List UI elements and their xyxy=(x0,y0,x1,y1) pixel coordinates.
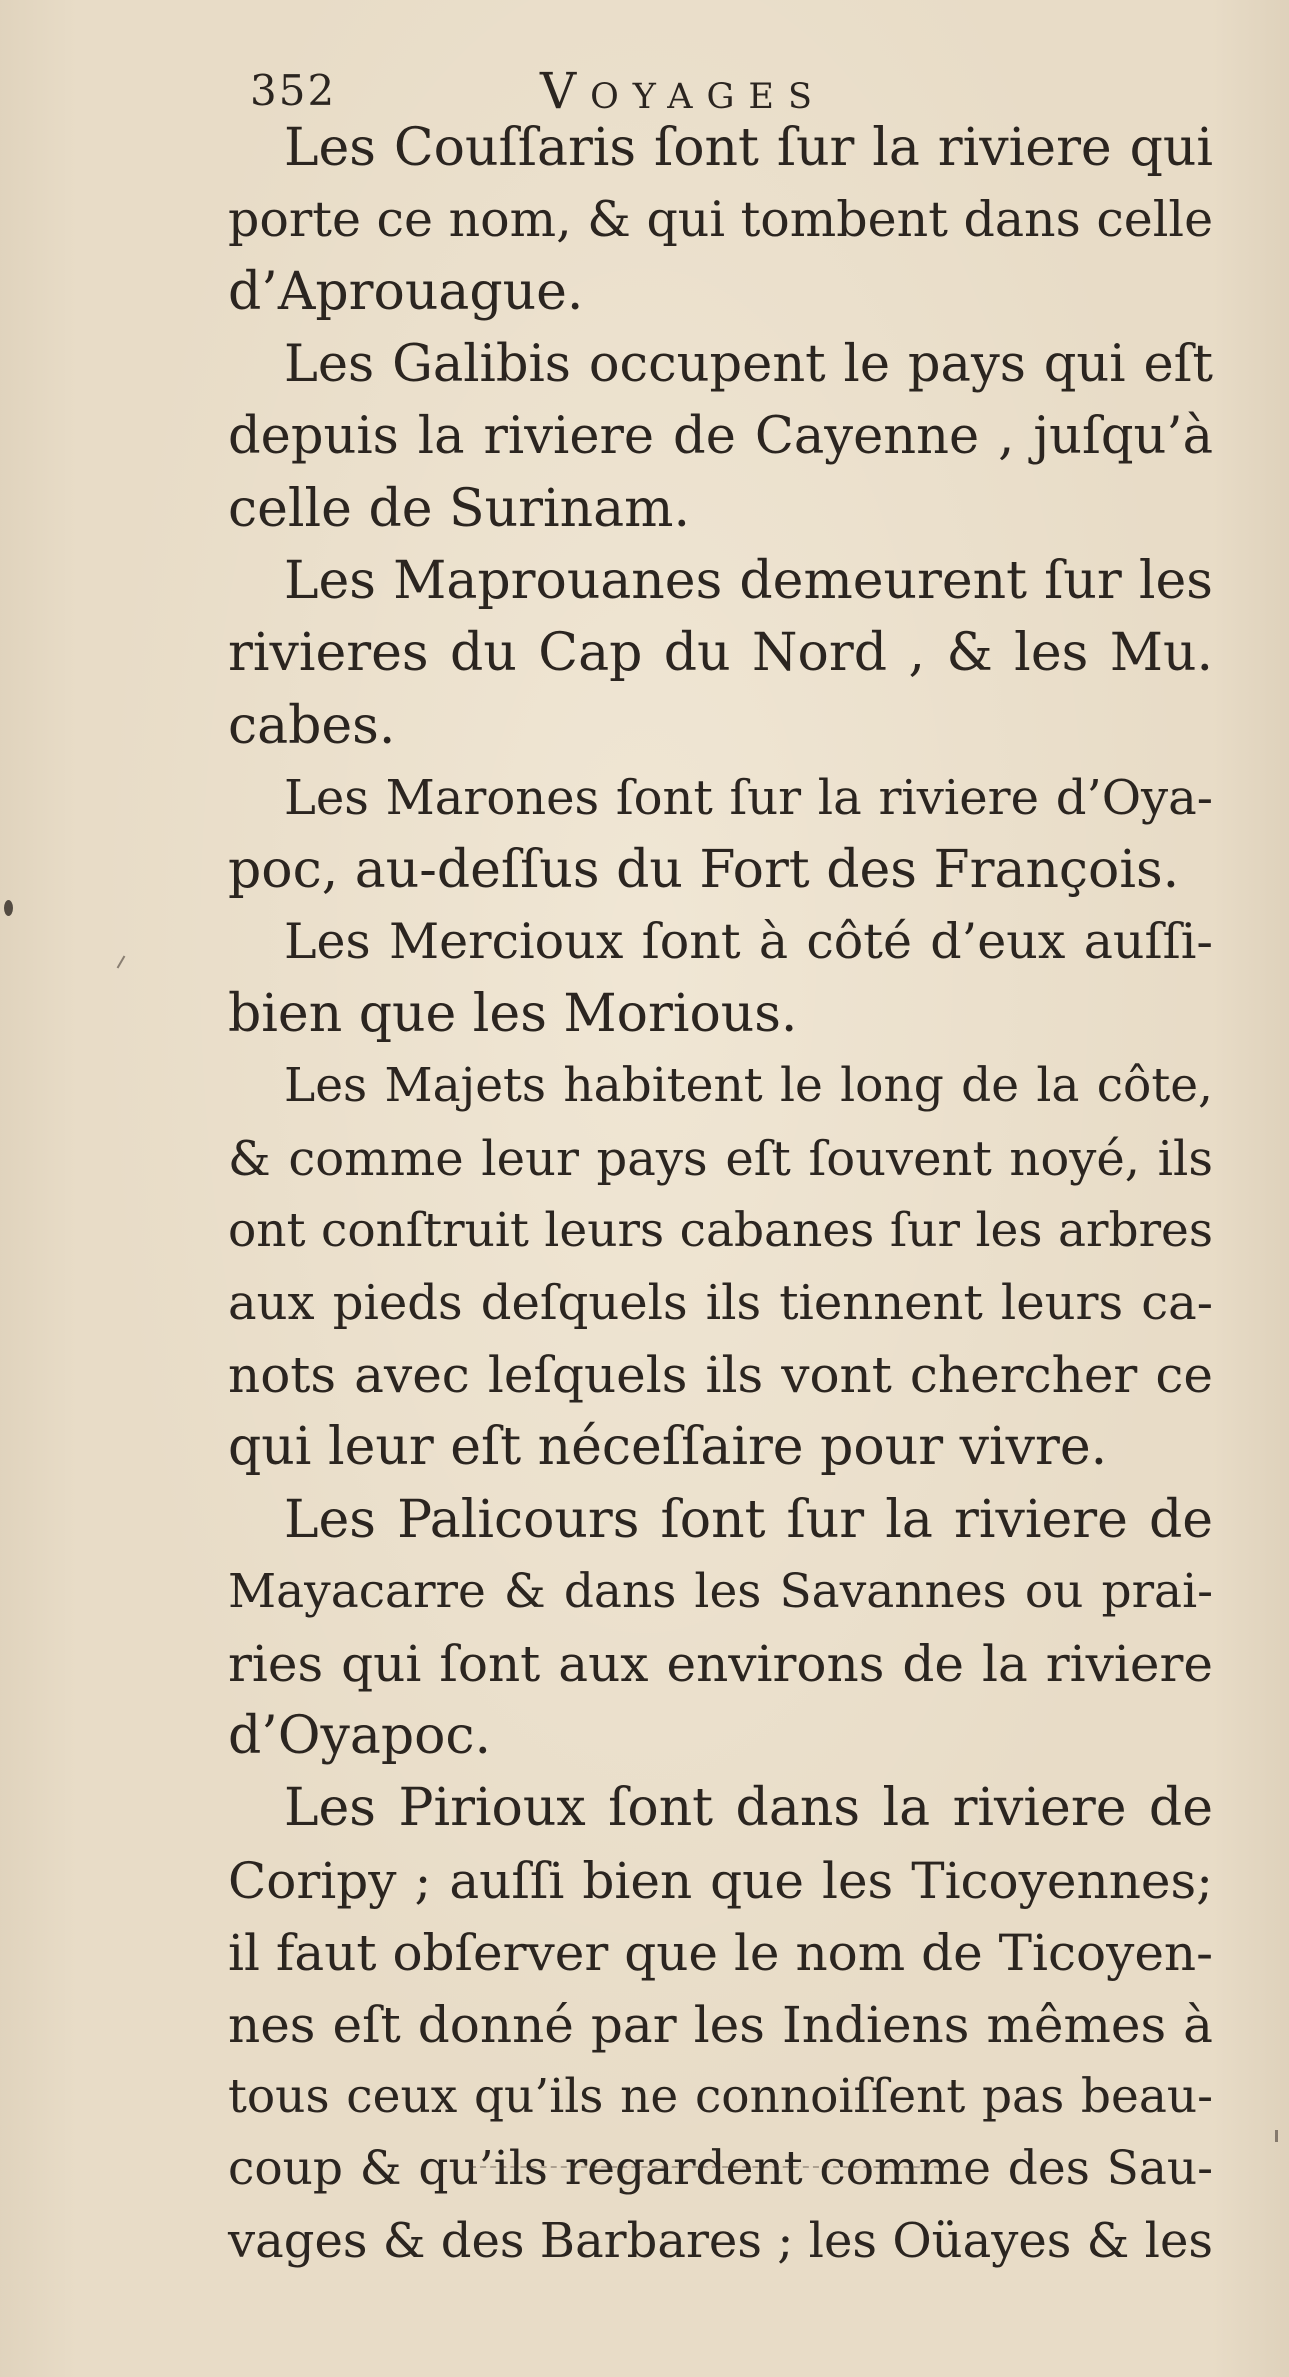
text-line: ont conſtruit leurs cabanes ſur les arbres xyxy=(228,1202,1213,1258)
text-line: tous ceux qu’ils ne connoiſſent pas beau- xyxy=(228,2069,1213,2125)
text-line: coup & qu’ils regardent comme des Sau- xyxy=(228,2141,1213,2197)
text-line: ries qui ſont aux environs de la riviere xyxy=(228,1634,1213,1693)
text-line: Les Mercioux ſont à côté d’eux auſſi- xyxy=(284,913,1213,971)
text-line: aux pieds deſquels ils tiennent leurs ca- xyxy=(228,1275,1213,1331)
text-line: porte ce nom, & qui tombent dans celle xyxy=(228,191,1214,249)
text-line: cabes. xyxy=(228,695,396,756)
text-line: Mayacarre & dans les Savannes ou prai- xyxy=(228,1563,1213,1619)
text-line: vages & des Barbares ; les Oüayes & les xyxy=(228,2213,1213,2270)
text-line: il faut obſerver que le nom de Ticoyen- xyxy=(228,1923,1213,1982)
running-head: Voyages xyxy=(540,62,826,120)
text-line: Les Palicours ſont ſur la riviere de xyxy=(284,1489,1213,1550)
text-line: Les Couſſaris ſont ſur la riviere qui xyxy=(284,118,1213,178)
text-line: Coripy ; auſſi bien que les Ticoyennes; xyxy=(228,1851,1213,1910)
text-line: bien que les Morious. xyxy=(228,984,798,1045)
text-line: Les Maprouanes demeurent ſur les xyxy=(284,551,1213,612)
text-line: poc, au-deſſus du Fort des François. xyxy=(228,839,1180,900)
text-line: rivieres du Cap du Nord , & les Mu. xyxy=(228,623,1213,684)
text-line: celle de Surinam. xyxy=(228,478,690,539)
text-line: d’Aprouague. xyxy=(228,262,584,323)
text-line: nes eſt donné par les Indiens mêmes à xyxy=(228,1995,1213,2054)
show-through-trace xyxy=(470,2166,940,2174)
text-line: depuis la riviere de Cayenne , juſqu’à xyxy=(228,406,1213,466)
ink-mark xyxy=(1275,2130,1278,2142)
text-line: Les Majets habitent le long de la côte, xyxy=(284,1058,1213,1114)
page-number: 352 xyxy=(250,66,337,115)
text-line: Les Galibis occupent le pays qui eſt xyxy=(284,334,1213,394)
ink-speck xyxy=(4,900,13,916)
body-text xyxy=(228,112,1213,2278)
text-line: Les Marones ſont ſur la riviere d’Oya- xyxy=(284,769,1213,826)
text-line: Les Pirioux ſont dans la riviere de xyxy=(284,1778,1213,1839)
text-line: nots avec leſquels ils vont chercher ce xyxy=(228,1346,1213,1405)
text-line: d’Oyapoc. xyxy=(228,1706,492,1767)
text-line: & comme leur pays eſt ſouvent noyé, ils xyxy=(228,1130,1213,1187)
text-line: qui leur eſt néceſſaire pour vivre. xyxy=(228,1417,1108,1478)
